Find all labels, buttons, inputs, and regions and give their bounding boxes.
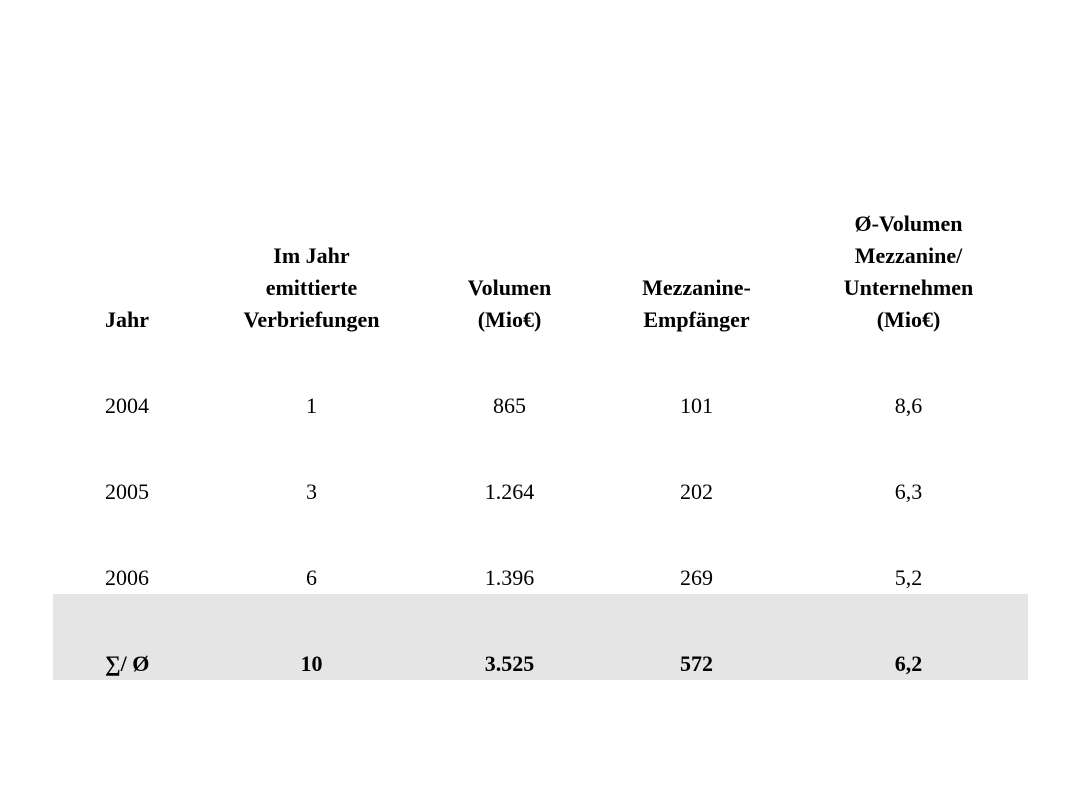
cell-year: 2006: [105, 565, 149, 590]
cell-year: 2005: [105, 479, 149, 504]
header-mezzanine-empfaenger: Mezzanine- Empfänger: [642, 275, 751, 332]
cell-avg-volume: 5,2: [894, 565, 923, 590]
cell-year: 2004: [105, 393, 149, 418]
cell-volume: 1.396: [484, 565, 535, 590]
cell-recipients: 202: [680, 479, 713, 504]
securitization-table: [53, 200, 1028, 680]
header-avg-volumen: Ø-Volumen Mezzanine/ Unternehmen (Mio€): [843, 211, 974, 332]
header-volumen: Volumen (Mio€): [467, 275, 552, 332]
total-avg-volume: 6,2: [894, 651, 923, 676]
cell-count: 3: [306, 479, 317, 504]
cell-recipients: 101: [680, 393, 713, 418]
total-recipients: 572: [680, 651, 713, 676]
cell-count: 1: [306, 393, 317, 418]
total-count: 10: [300, 651, 323, 676]
table-header-row: [53, 200, 1028, 336]
table-row: [53, 336, 1028, 422]
table-total-row: [53, 594, 1028, 680]
header-emittierte-verbriefungen: Im Jahr emittierte Verbriefungen: [243, 243, 380, 332]
cell-avg-volume: 8,6: [894, 393, 923, 418]
total-volume: 3.525: [484, 651, 535, 676]
table-row: [53, 508, 1028, 594]
cell-avg-volume: 6,3: [894, 479, 923, 504]
total-label: ∑/ Ø: [105, 651, 150, 676]
cell-volume: 865: [493, 393, 526, 418]
cell-count: 6: [306, 565, 317, 590]
securitization-table-container: [53, 200, 1028, 680]
cell-volume: 1.264: [484, 479, 535, 504]
table-row: [53, 422, 1028, 508]
cell-recipients: 269: [680, 565, 713, 590]
header-jahr: Jahr: [105, 307, 149, 332]
